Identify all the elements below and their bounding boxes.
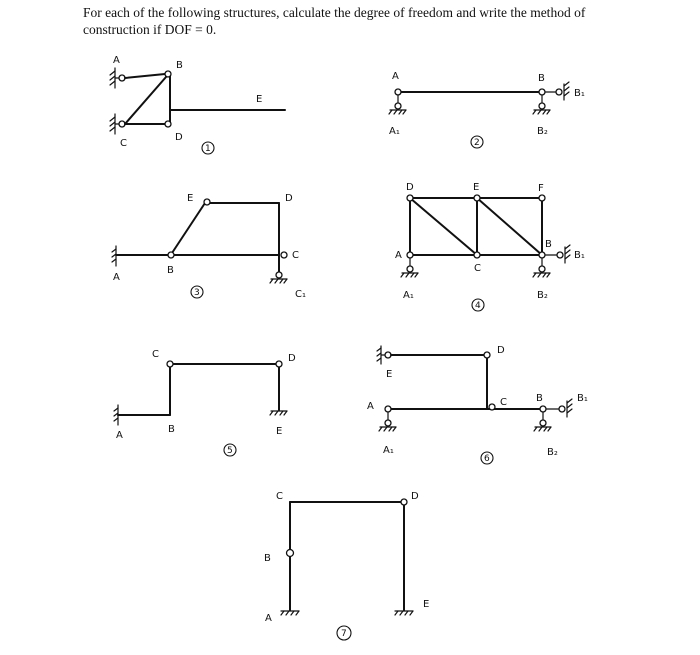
label-a1: A₁: [389, 126, 400, 137]
hinge-c: [474, 252, 480, 258]
structure-number: 6: [484, 454, 490, 464]
label-c: C: [292, 250, 299, 261]
hinge-b: [168, 252, 174, 258]
label-b2: B₂: [537, 126, 548, 137]
label-b1: B₁: [577, 393, 588, 404]
label-e: E: [473, 182, 480, 193]
hinge-d: [276, 361, 282, 367]
member-cb: [125, 77, 166, 124]
label-b: B: [168, 424, 175, 435]
hinge-d: [401, 499, 407, 505]
fixed-support-e: [270, 411, 287, 415]
label-d: D: [406, 182, 414, 193]
hinge-d: [165, 121, 171, 127]
structure-number: 3: [194, 288, 200, 298]
wall-support-e: [377, 346, 391, 364]
structure-number: 4: [475, 301, 481, 311]
label-c1: C₁: [295, 289, 306, 300]
hinge-b: [165, 71, 171, 77]
label-d: D: [411, 491, 419, 502]
label-e: E: [386, 369, 393, 380]
hinge-f: [539, 195, 545, 201]
structure-6: [367, 345, 588, 464]
label-b: B: [264, 553, 271, 564]
label-a: A: [395, 250, 402, 261]
structure-4: [395, 182, 585, 311]
pin-support-a: [401, 258, 418, 277]
label-a: A: [392, 71, 399, 82]
structure-number: 1: [205, 144, 211, 154]
label-b: B: [167, 265, 174, 276]
hinge-e: [474, 195, 480, 201]
label-a: A: [367, 401, 374, 412]
structure-number: 5: [227, 446, 233, 456]
problem-line-2: construction if DOF = 0.: [83, 22, 217, 37]
hinge-a: [407, 252, 413, 258]
hinge-b: [287, 550, 294, 557]
fixed-support-e: [395, 611, 413, 615]
label-c: C: [276, 491, 283, 502]
label-b: B: [538, 73, 545, 84]
label-a1: A₁: [403, 290, 414, 301]
member-be: [172, 203, 205, 253]
label-a: A: [116, 430, 123, 441]
label-c: C: [474, 263, 481, 274]
structure-1: [110, 55, 285, 154]
label-e: E: [276, 426, 283, 437]
label-d: D: [497, 345, 505, 356]
hinge-e: [204, 199, 210, 205]
structure-number: 2: [474, 138, 480, 148]
label-b: B: [536, 393, 543, 404]
label-a: A: [113, 55, 120, 66]
fixed-support-a: [281, 611, 299, 615]
structure-2: [389, 71, 585, 148]
diagonal-eb: [477, 198, 542, 255]
structure-7: [264, 491, 429, 640]
label-c: C: [152, 349, 159, 360]
hinge-c: [167, 361, 173, 367]
wall-support-c: [110, 114, 125, 134]
label-d: D: [285, 193, 293, 204]
wall-support-a: [110, 68, 125, 88]
label-c: C: [120, 138, 127, 149]
diagonal-dc: [410, 198, 477, 255]
wall-support-a: [112, 246, 116, 266]
label-c: C: [500, 397, 507, 408]
hinge-d: [484, 352, 490, 358]
label-a: A: [265, 613, 272, 624]
label-e: E: [256, 94, 263, 105]
label-d: D: [288, 353, 296, 364]
structure-5: [114, 349, 296, 456]
label-b1: B₁: [574, 88, 585, 99]
hinge-c: [489, 404, 495, 410]
label-f: F: [538, 183, 544, 194]
label-d: D: [175, 132, 183, 143]
label-e: E: [187, 193, 194, 204]
structure-3: [112, 193, 306, 300]
structure-number: 7: [341, 629, 347, 639]
label-a1: A₁: [383, 445, 394, 456]
problem-line-1: For each of the following structures, calculate the degree of freedom and write the method of: [83, 5, 586, 20]
label-a: A: [113, 272, 120, 283]
hinge-d: [407, 195, 413, 201]
label-e: E: [423, 599, 430, 610]
member-ab: [125, 74, 165, 78]
label-b: B: [545, 239, 552, 250]
label-b1: B₁: [574, 250, 585, 261]
pin-support-b: [533, 82, 569, 114]
label-b2: B₂: [537, 290, 548, 301]
label-b: B: [176, 60, 183, 71]
label-b2: B₂: [547, 447, 558, 458]
